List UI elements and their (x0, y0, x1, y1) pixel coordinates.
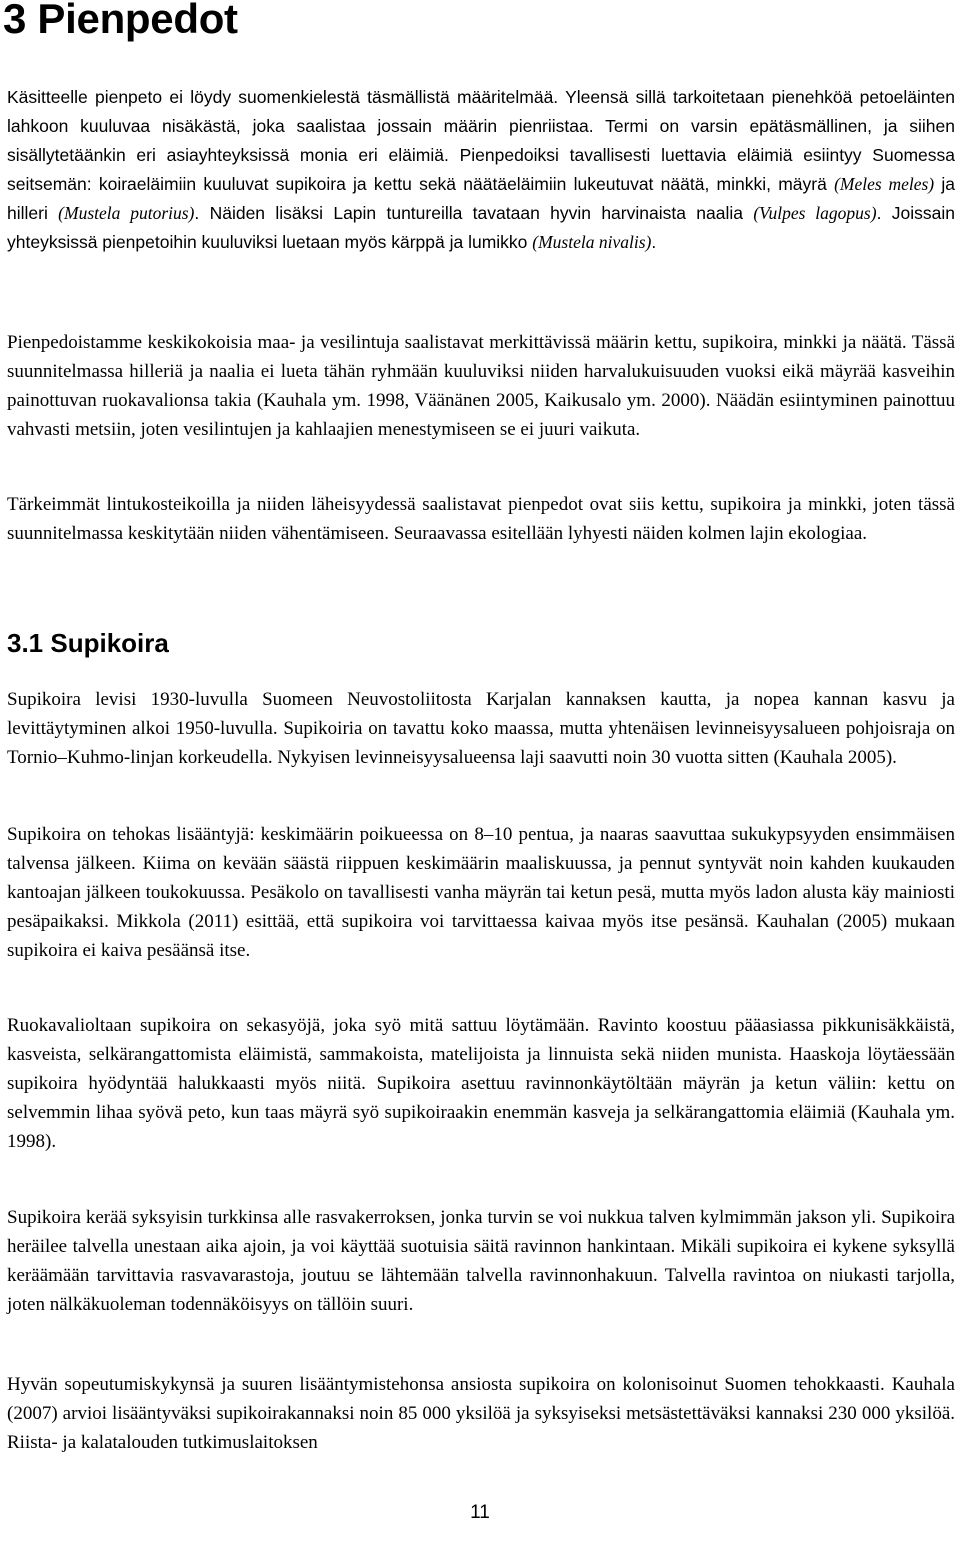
page-number: 11 (470, 1502, 490, 1523)
paragraph-winter: Supikoira kerää syksyisin turkkinsa alle rasvakerroksen, jonka turvin se voi nukkua talven kylmimmän jakson yli. Supikoira heräilee talvella unestaan aika ajoin, ja voi käyttää suotuisia säitä ravinnon hankintaan. Mikäli supikoira ei kykene syksyllä keräämään tarvittavia rasvavarastoja, joutuu se lähtemään talvella ravinnonhakuun. Talvella ravintoa on niukasti tarjolla, joten nälkäkuoleman todennäköisyys on tällöin suuri. (7, 1207, 955, 1315)
intro-text-4: . Joissain yhteyksissä pienpetoihin kuuluviksi luetaan myös kärppä ja lumikko (7, 203, 955, 252)
species-name-meles: (Meles meles) (834, 174, 935, 194)
intro-text-1: Käsitteelle pienpeto ei löydy suomenkielestä täsmällistä määritelmää. Yleensä sillä tarkoitetaan pienehköä petoeläinten lahkoon kuuluvaa nisäkästä, joka saalistaa jossain määrin pienriistaa. Termi on varsin epätäsmällinen, ja siihen sisällytetäänkin eri asiayhteyksissä monia eri eläimiä. Pienpedoiksi tavallisesti luettavia eläimiä esiintyy Suomessa seitsemän: koiraeläimiin kuuluvat supikoira ja kettu sekä näätäeläimiin lukeutuvat näätä, minkki, mäyrä (7, 87, 955, 194)
paragraph-population: Hyvän sopeutumiskykynsä ja suuren lisääntymistehonsa ansiosta supikoira on kolonisoinut Suomen tehokkaasti. Kauhala (2007) arvioi lisääntyväksi supikoirakannaksi noin 85 000 yksilöä ja syksyiseksi metsästettäväksi kannaksi 230 000 yksilöä. Riista- ja kalatalouden tutkimuslaitoksen (7, 1374, 955, 1453)
paragraph-key-predators: Tärkeimmät lintukosteikoilla ja niiden läheisyydessä saalistavat pienpedot ovat siis kettu, supikoira ja minkki, joten tässä suunnitelmassa keskitytään niiden vähentämiseen. Seuraavassa esitellään lyhyesti näiden kolmen lajin ekologiaa. (7, 494, 955, 544)
paragraph-diet: Ruokavalioltaan supikoira on sekasyöjä, joka syö mitä sattuu löytämään. Ravinto koostuu pääasiassa pikkunisäkkäistä, kasveista, selkärangattomista eläimistä, sammakoista, matelijoista ja linnuista sekä niiden munista. Haaskoja löytäessään supikoira hyödyntää halukkaasti myös niitä. Supikoira asettuu ravinnonkäytöltään mäyrän ja ketun väliin: kettu on selvemmin lihaa syövä peto, kun taas mäyrä syö supikoiraakin enemmän kasveja ja selkärangattomia eläimiä (Kauhala ym. 1998). (7, 1015, 955, 1152)
section-heading-supikoira: 3.1 Supikoira (7, 628, 169, 658)
page-title: 3 Pienpedot (3, 0, 238, 42)
intro-text-3: . Näiden lisäksi Lapin tuntureilla tavataan hyvin harvinaista naalia (194, 203, 754, 223)
species-name-nivalis: (Mustela nivalis) (532, 232, 652, 252)
species-name-putorius: (Mustela putorius) (58, 203, 195, 223)
intro-text-5: . (651, 232, 657, 252)
intro-paragraph (7, 83, 955, 257)
paragraph-predators: Pienpedoistamme keskikokoisia maa- ja vesilintuja saalistavat merkittävissä määrin kettu, supikoira, minkki ja näätä. Tässä suunnitelmassa hilleriä ja naalia ei lueta tähän ryhmään kuuluviksi niiden harvalukuisuuden vuoksi eikä mäyrää kasveihin painottuvan ruokavalionsa takia (Kauhala ym. 1998, Väänänen 2005, Kaikusalo ym. 2000). Näädän esiintyminen painottuu vahvasti metsiin, joten vesilintujen ja kahlaajien menestymiseen se ei juuri vaikuta. (7, 332, 955, 440)
paragraph-spread: Supikoira levisi 1930-luvulla Suomeen Neuvostoliitosta Karjalan kannaksen kautta, ja nopea kannan kasvu ja levittäytyminen alkoi 1950-luvulla. Supikoiria on tavattu koko maassa, mutta yhtenäisen levinneisyysalueen pohjoisraja on Tornio–Kuhmo-linjan korkeudella. Nykyisen levinneisyysalueensa laji saavutti noin 30 vuotta sitten (Kauhala 2005). (7, 689, 955, 768)
species-name-vulpes: (Vulpes lagopus) (753, 203, 877, 223)
intro-text-2: ja hilleri (7, 174, 955, 223)
paragraph-reproduction: Supikoira on tehokas lisääntyjä: keskimäärin poikueessa on 8–10 pentua, ja naaras saavuttaa sukukypsyyden ensimmäisen talvensa jälkeen. Kiima on kevään säästä riippuen keskimäärin maaliskuussa, ja pennut syntyvät noin kahden kuukauden kantoajan jälkeen toukokuussa. Pesäkolo on tavallisesti vanha mäyrän tai ketun pesä, mutta myös ladon alusta käy mainiosti pesäpaikaksi. Mikkola (2011) esittää, että supikoira voi tarvittaessa kaivaa myös itse pesänsä. Kauhalan (2005) mukaan supikoira ei kaiva pesäänsä itse. (7, 824, 955, 961)
